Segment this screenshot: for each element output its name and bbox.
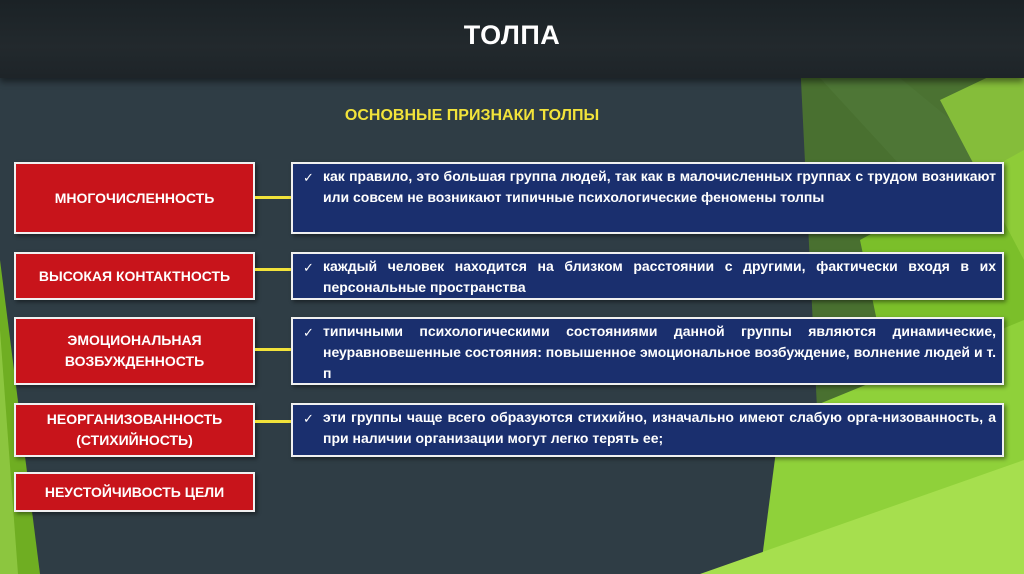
connector-line bbox=[255, 348, 291, 351]
label-text: ЭМОЦИОНАЛЬНАЯ ВОЗБУЖДЕННОСТЬ bbox=[64, 332, 205, 369]
label-text: НЕУСТОЙЧИВОСТЬ ЦЕЛИ bbox=[44, 483, 225, 500]
label-box-kontaktnost bbox=[14, 252, 255, 300]
connector-line bbox=[255, 196, 291, 199]
label-box-neorganizovannost bbox=[14, 403, 255, 457]
title-bar bbox=[0, 0, 1024, 78]
label-text: НЕОРГАНИЗОВАННОСТЬ (СТИХИЙНОСТЬ) bbox=[46, 411, 223, 448]
check-icon: ✓ bbox=[303, 411, 314, 426]
label-text: МНОГОЧИСЛЕННОСТЬ bbox=[54, 189, 215, 206]
check-icon: ✓ bbox=[303, 260, 314, 275]
label-box-mnogochislennost bbox=[14, 162, 255, 234]
label-box-neustoychivost bbox=[14, 472, 255, 512]
connector-line bbox=[255, 268, 291, 271]
desc-box-2 bbox=[291, 252, 1004, 300]
check-icon: ✓ bbox=[303, 325, 314, 340]
desc-text: как правило, это большая группа людей, так как в малочисленных группах с трудом возникают или совсем не возникают типичные психологические феномены толпы bbox=[323, 168, 996, 205]
connector-line bbox=[255, 420, 291, 423]
desc-box-4 bbox=[291, 403, 1004, 457]
slide-subtitle: ОСНОВНЫЕ ПРИЗНАКИ ТОЛПЫ bbox=[344, 107, 600, 124]
slide-title: ТОЛПА bbox=[463, 20, 561, 50]
desc-box-1 bbox=[291, 162, 1004, 234]
label-box-vozbuzhdennost bbox=[14, 317, 255, 385]
desc-box-3 bbox=[291, 317, 1004, 385]
label-text: ВЫСОКАЯ КОНТАКТНОСТЬ bbox=[38, 267, 231, 284]
desc-text: типичными психологическими состояниями данной группы являются динамические, неуравновешенные состояния: повышенное эмоциональное возбуждение, волнение людей и т. п bbox=[323, 323, 996, 381]
check-icon: ✓ bbox=[303, 170, 314, 185]
desc-text: эти группы чаще всего образуются стихийно, изначально имеют слабую орга-низованность, а при наличии организации могут легко терять ее; bbox=[323, 409, 996, 446]
desc-text: каждый человек находится на близком расстоянии с другими, фактически входя в их персональные пространства bbox=[323, 258, 996, 295]
